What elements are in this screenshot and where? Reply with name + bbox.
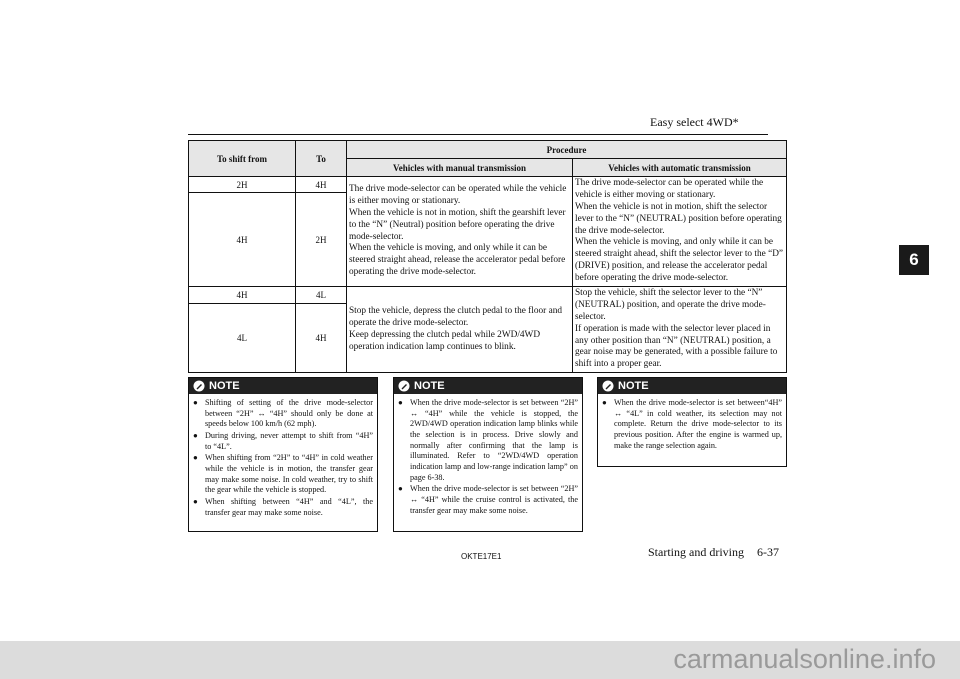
note-item: ● When the drive mode-selector is set between “2H” ↔ “4H” while the cruise control is activated, the transfer gear may make some noise. [410, 484, 578, 516]
cell-to: 4H [296, 177, 347, 193]
shift-procedure-table [188, 140, 787, 373]
note-label: NOTE [209, 380, 240, 392]
note-box-3 [597, 377, 787, 467]
header-shift-from: To shift from [189, 141, 296, 177]
cell-from: 4H [189, 193, 296, 287]
note-label: NOTE [618, 380, 649, 392]
cell-manual-procedure: The drive mode-selector can be operated while the vehicle is either moving or stationary. When the vehicle is not in motion, shift the gearshift lever to the “N” (Neutral) position before operating the drive mode-selector. When the vehicle is moving, and only while it can be steered straight ahead, release the accelerator pedal before operating the drive mode-selector. [347, 177, 573, 287]
note-item: ● When the drive mode-selector is set between “2H” ↔ “4H” while the vehicle is stopped, the 2WD/4WD operation indication lamp blinks while the selection is in process. Drive slowly and normally after confirming that the lamp is illuminated. Refer to “2WD/4WD operation indication lamp and low-range indication lamp” on page 6-38. [410, 398, 578, 483]
table-row [189, 287, 787, 304]
note-item: ● When the drive mode-selector is set between“4H” ↔ “4L” in cold weather, its selection may not complete. Return the drive mode-selector to its previous position. After the engine is warmed up, make the range selection again. [614, 398, 782, 451]
cell-from: 4H [189, 287, 296, 304]
note-item: ● When shifting from “2H” to “4H” in cold weather while the vehicle is in motion, the transfer gear may make some noise. In cold weather, try to shift the gear while the vehicle is stopped. [205, 453, 373, 496]
cell-auto-procedure: Stop the vehicle, shift the selector lever to the “N” (NEUTRAL) position, and operate the drive mode-selector. If operation is made with the selector lever placed in any other position than “N” (NEUTRAL) position, a gear noise may be generated, with a possible failure to shift into a proper gear. [573, 287, 787, 373]
note-pencil-icon [398, 380, 410, 392]
page-header-title: Easy select 4WD* [650, 115, 739, 129]
header-procedure: Procedure [347, 141, 787, 159]
cell-manual-procedure: Stop the vehicle, depress the clutch pedal to the floor and operate the drive mode-selector. Keep depressing the clutch pedal while 2WD/4WD operation indication lamp continues to blink. [347, 287, 573, 373]
note-item: ● During driving, never attempt to shift from “4H” to “4L”. [205, 431, 373, 452]
section-tab: 6 [899, 245, 929, 275]
cell-auto-procedure: The drive mode-selector can be operated while the vehicle is either moving or stationary. When the vehicle is not in motion, shift the selector lever to the “N” (NEUTRAL) position before operating the drive mode-selector. When the vehicle is moving, and only while it can be steered straight ahead, shift the selector lever to the “D” (DRIVE) position, and release the accelerator pedal before operating the drive mode-selector. [573, 177, 787, 287]
note-pencil-icon [193, 380, 205, 392]
document-code: OKTE17E1 [461, 552, 502, 561]
watermark: carmanualsonline.info [673, 644, 936, 674]
header-to: To [296, 141, 347, 177]
table-row [189, 177, 787, 193]
cell-from: 2H [189, 177, 296, 193]
cell-to: 2H [296, 193, 347, 287]
note-label: NOTE [414, 380, 445, 392]
footer-section-title: Starting and driving [648, 545, 744, 559]
note-box-1 [188, 377, 378, 532]
note-item: ● Shifting of setting of the drive mode-selector between “2H” ↔ “4H” should only be done at speeds below 100 km/h (62 mph). [205, 398, 373, 430]
note-header [189, 378, 377, 394]
note-item: ● When shifting between “4H” and “4L”, the transfer gear may make some noise. [205, 497, 373, 518]
header-manual: Vehicles with manual transmission [347, 159, 573, 177]
note-header [394, 378, 582, 394]
cell-to: 4L [296, 287, 347, 304]
note-header [598, 378, 786, 394]
cell-from: 4L [189, 304, 296, 373]
page-number: 6-37 [757, 545, 779, 559]
note-box-2 [393, 377, 583, 532]
cell-to: 4H [296, 304, 347, 373]
note-pencil-icon [602, 380, 614, 392]
header-rule [188, 134, 768, 135]
header-auto: Vehicles with automatic transmission [573, 159, 787, 177]
